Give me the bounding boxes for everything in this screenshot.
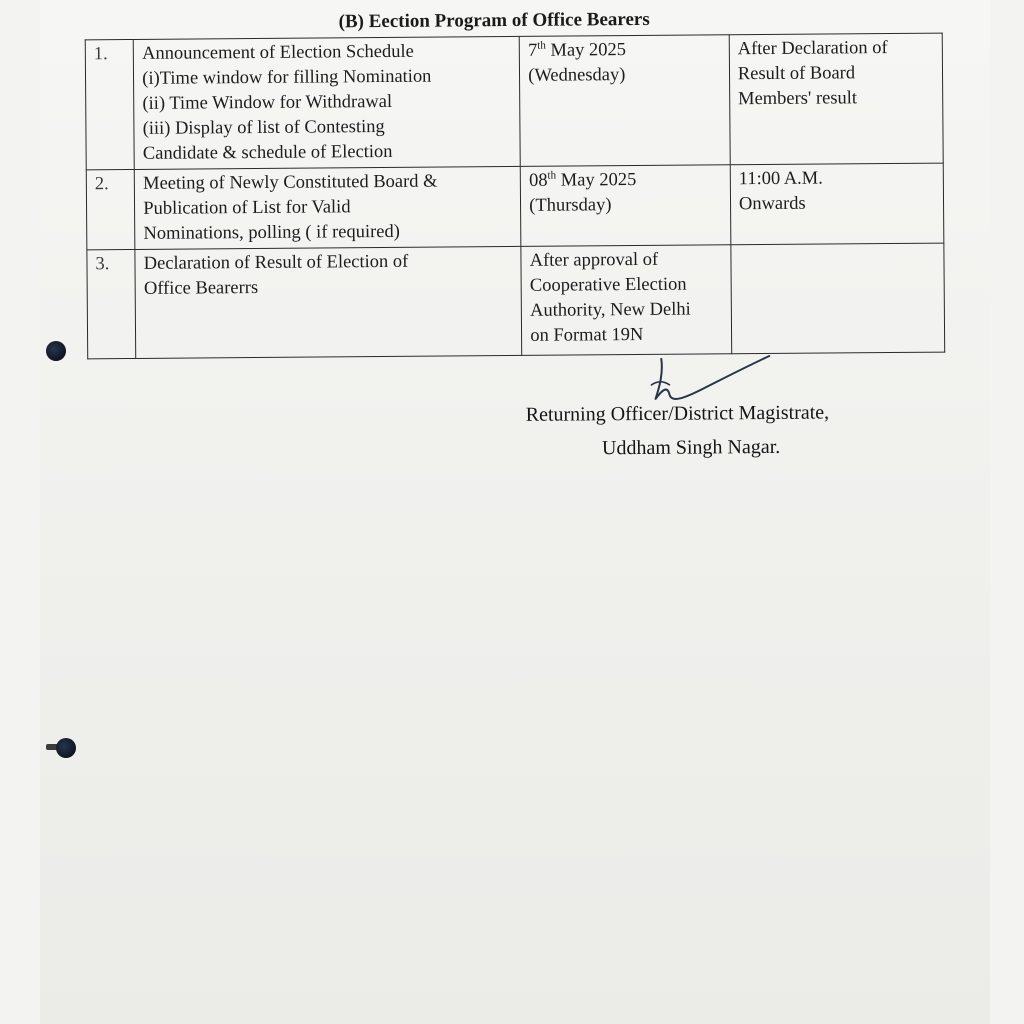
date-line: Cooperative Election [529,274,687,296]
item-line: Announcement of Election Schedule [141,41,414,64]
time-line: Onwards [738,193,806,215]
date-month-year: May 2025 [545,40,627,61]
signatory-block [526,395,947,466]
date-ordinal: th [547,169,557,182]
row-number: 2. [86,169,135,249]
date-line: Authority, New Delhi [530,299,691,321]
row-number: 1. [85,39,134,169]
item-line: Publication of List for Valid [143,197,351,219]
item-line: Declaration of Result of Election of [143,251,409,274]
table-row [87,243,945,359]
date-ordinal: th [537,39,546,52]
row-date [519,35,730,167]
table-row [85,33,943,170]
item-line: Office Bearerrs [143,277,259,299]
row-time [730,163,944,245]
item-line: (iii) Display of list of Contesting [142,116,385,139]
time-line: Members' result [738,88,858,110]
date-weekday: (Thursday) [529,195,612,216]
row-time-empty [731,243,945,354]
item-line: (ii) Time Window for Withdrawal [142,91,393,114]
date-line: After approval of [529,249,659,271]
time-line: Result of Board [737,63,856,85]
time-line: 11:00 A.M. [738,168,823,190]
item-line: Candidate & schedule of Election [142,141,393,164]
row-number: 3. [87,249,136,358]
row-item [133,36,520,169]
document-title: (B) Eection Program of Office Bearers [338,8,650,33]
date-weekday: (Wednesday) [528,65,626,86]
item-line: Meeting of Newly Constituted Board & [143,171,438,194]
item-line: Nominations, polling ( if required) [143,221,400,244]
signatory-location: Uddham Singh Nagar. [601,435,781,460]
item-line: (i)Time window for filling Nomination [142,66,432,89]
time-line: After Declaration of [737,38,888,60]
election-schedule-table [85,33,945,360]
date-line [529,167,724,194]
row-date [521,245,732,356]
date-line [528,37,723,64]
date-day: 7 [527,40,538,61]
row-item [134,166,521,249]
row-item [135,246,522,358]
date-month-year: May 2025 [556,170,637,191]
date-day: 08 [528,170,548,191]
signatory-title: Returning Officer/District Magistrate, [525,401,830,426]
table-row [86,163,944,250]
row-time [729,33,943,165]
row-date [520,165,730,247]
date-line: on Format 19N [530,324,644,346]
